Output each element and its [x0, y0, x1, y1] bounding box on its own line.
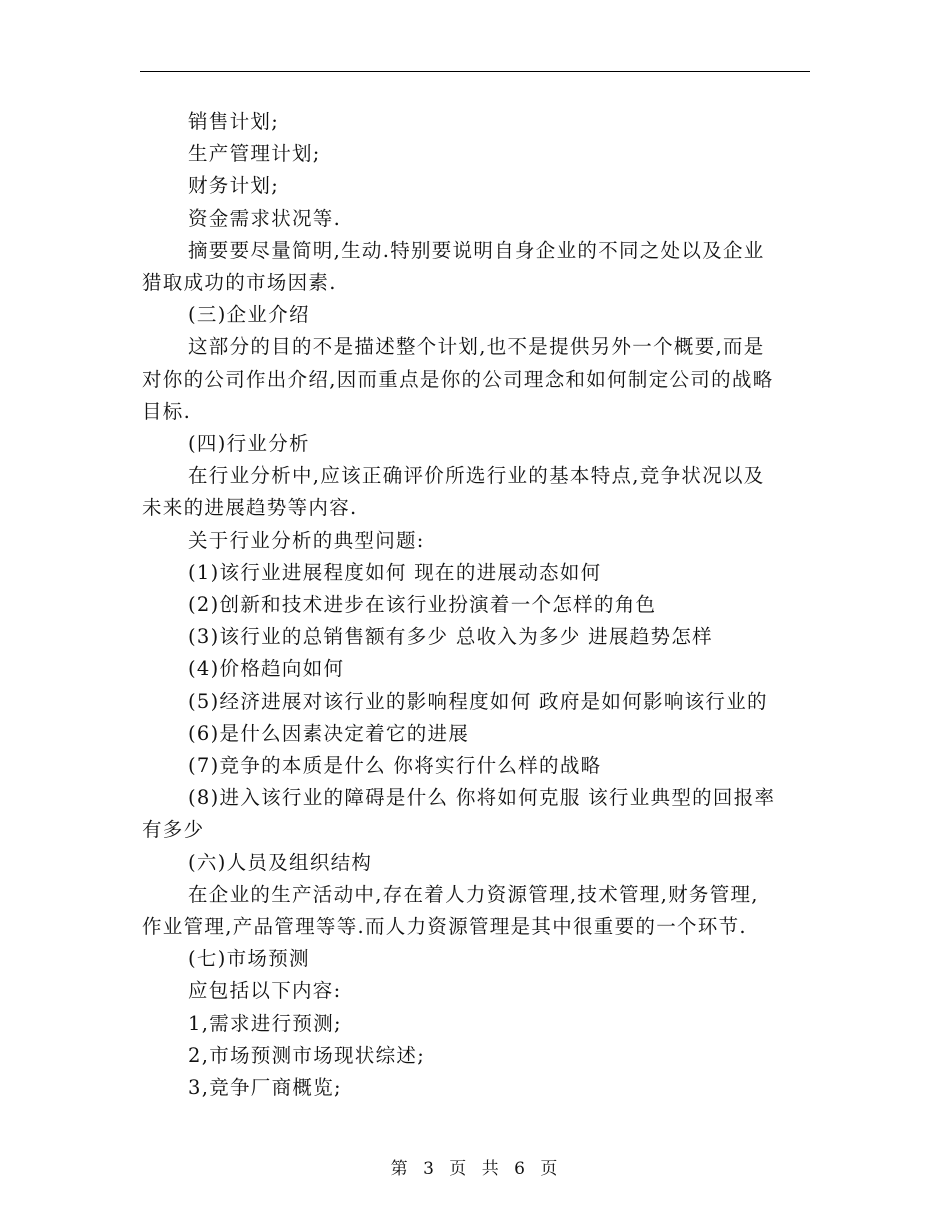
text-line: 猎取成功的市场因素.	[142, 271, 337, 295]
text-line: 目标.	[142, 399, 192, 423]
footer-page-word: 页	[449, 1159, 469, 1179]
footer-total-word: 共	[481, 1159, 501, 1179]
list-item: 2,市场预测市场现状综述;	[188, 1043, 426, 1067]
list-item: (6)是什么因素决定着它的进展	[188, 721, 470, 745]
text-line: 未来的进展趋势等内容.	[142, 496, 358, 520]
text-line: 应包括以下内容:	[188, 979, 342, 1003]
list-item: (8)进入该行业的障碍是什么 你将如何克服 该行业典型的回报率	[188, 786, 776, 810]
text-line: 在企业的生产活动中,存在着人力资源管理,技术管理,财务管理,	[188, 882, 759, 906]
page-body	[142, 106, 810, 1104]
section-heading: (七)市场预测	[188, 947, 310, 971]
footer-total-pages: 6	[514, 1159, 527, 1179]
text-line: 生产管理计划;	[188, 142, 321, 166]
text-line: 资金需求状况等.	[188, 206, 342, 230]
list-item: (3)该行业的总销售额有多少 总收入为多少 进展趋势怎样	[188, 625, 713, 649]
text-line: 作业管理,产品管理等等.而人力资源管理是其中很重要的一个环节.	[142, 915, 747, 939]
footer-suffix: 页	[540, 1159, 560, 1179]
section-heading: (六)人员及组织结构	[188, 850, 373, 874]
list-item: (4)价格趋向如何	[188, 657, 345, 681]
list-item: (5)经济进展对该行业的影响程度如何 政府是如何影响该行业的	[188, 689, 768, 713]
list-item: 1,需求进行预测;	[188, 1011, 342, 1035]
list-item: (2)创新和技术进步在该行业扮演着一个怎样的角色	[188, 593, 657, 617]
footer-prefix: 第	[390, 1159, 410, 1179]
list-item: (1)该行业进展程度如何 现在的进展动态如何	[188, 560, 602, 584]
page-footer	[0, 1154, 950, 1179]
footer-current-page: 3	[423, 1159, 436, 1179]
header-rule	[140, 71, 810, 72]
list-item: (7)竞争的本质是什么 你将实行什么样的战略	[188, 754, 602, 778]
text-line: 这部分的目的不是描述整个计划,也不是提供另外一个概要,而是	[188, 335, 765, 359]
text-line: 摘要要尽量简明,生动.特别要说明自身企业的不同之处以及企业	[188, 238, 765, 262]
text-line: 关于行业分析的典型问题:	[188, 528, 425, 552]
text-line: 对你的公司作出介绍,因而重点是你的公司理念和如何制定公司的战略	[142, 367, 774, 391]
text-line: 财务计划;	[188, 174, 280, 198]
text-line: 在行业分析中,应该正确评价所选行业的基本特点,竞争状况以及	[188, 464, 765, 488]
list-item: 3,竞争厂商概览;	[188, 1076, 342, 1100]
section-heading: (三)企业介绍	[188, 303, 310, 327]
text-line: 有多少	[142, 818, 205, 842]
text-line: 销售计划;	[188, 110, 280, 133]
section-heading: (四)行业分析	[188, 432, 310, 456]
